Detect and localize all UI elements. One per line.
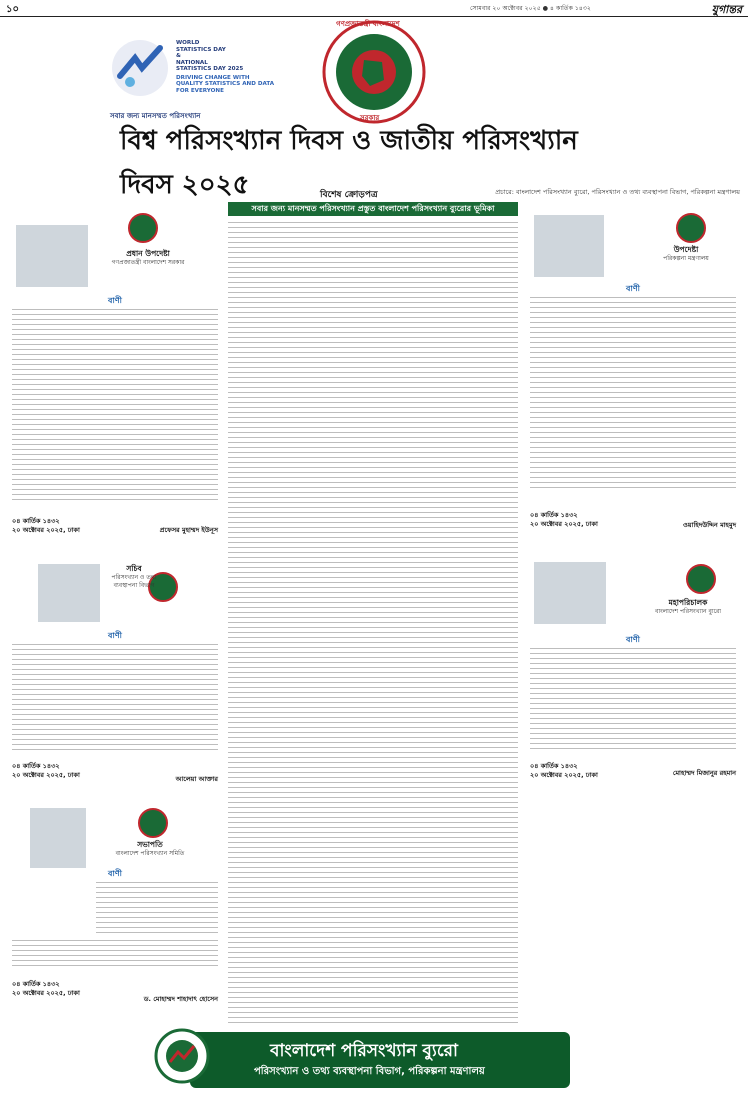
logo-line: & (176, 53, 181, 59)
message-block (8, 562, 222, 802)
message-body (12, 642, 218, 752)
message-label: বাণী (108, 296, 122, 305)
logo-bangla-tagline: সবার জন্য মানসম্মত পরিসংখ্যান (110, 112, 201, 120)
message-body (530, 646, 736, 752)
org-logo (686, 564, 716, 594)
message-block (8, 205, 222, 557)
message-date: ০৪ কার্তিক ১৪৩২ (530, 762, 578, 770)
role-title: উপদেষ্টা (673, 245, 699, 254)
government-emblem (322, 20, 426, 124)
signatory-name: ওয়াহিদউদ্দিন মাহমুদ (683, 521, 736, 529)
signatory-name: ড. মোহাম্মদ শাহাদাৎ হোসেন (143, 995, 218, 1003)
logo-tagline: DRIVING CHANGE WITH QUALITY STATISTICS AND DATA FOR EVERYONE (176, 74, 275, 94)
message-date: ০৪ কার্তিক ১৪৩২ (12, 762, 60, 770)
message-date: ২০ অক্টোবর ২০২৫, ঢাকা (530, 520, 598, 528)
message-body (96, 880, 218, 936)
message-body (12, 307, 218, 503)
supplement-subtitle: বিশেষ ক্রোড়পত্র (320, 190, 378, 200)
message-label: বাণী (626, 284, 640, 293)
signatory-name: প্রফেসর মুহাম্মদ ইউনূস (159, 526, 218, 534)
page-title: বিশ্ব পরিসংখ্যান দিবস ও জাতীয় পরিসংখ্যান দিবস ২০২৫ (120, 145, 630, 183)
role-title: সচিব (126, 564, 142, 573)
role-title: প্রধান উপদেষ্টা (126, 249, 170, 258)
portrait-photo (38, 564, 100, 622)
role-org: গণপ্রজাতন্ত্রী বাংলাদেশ সরকার (111, 259, 185, 266)
message-label: বাণী (108, 631, 122, 640)
role-title: সভাপতি (137, 840, 163, 849)
page-header (0, 0, 748, 17)
message-label: বাণী (626, 635, 640, 644)
page-number: ১০ (6, 4, 19, 15)
message-date: ০৪ কার্তিক ১৪৩২ (530, 511, 578, 519)
message-date: ০৪ কার্তিক ১৪৩২ (12, 980, 60, 988)
message-body (530, 295, 736, 491)
portrait-photo (534, 562, 606, 624)
bbs-logo-icon (154, 1028, 210, 1084)
logo-line: NATIONAL (176, 59, 208, 66)
emblem-top-text: গণপ্রজাতন্ত্রী বাংলাদেশ (336, 20, 400, 28)
org-logo (676, 213, 706, 243)
footer-title: বাংলাদেশ পরিসংখ্যান ব্যুরো (270, 1041, 458, 1061)
emblem-seal-icon (322, 20, 426, 124)
publisher-credit: প্রচারে: বাংলাদেশ পরিসংখ্যান ব্যুরো, পরিসংখ্যান ও তথ্য ব্যবস্থাপনা বিভাগ, পরিকল্পনা মন্ত্রণালয় (495, 188, 740, 196)
signatory-name: আলেয়া আক্তার (175, 775, 218, 783)
role-org: পরিসংখ্যান ও তথ্য ব্যবস্থাপনা বিভাগ (111, 574, 157, 589)
message-label: বাণী (108, 869, 122, 878)
signatory-name: মোহাম্মদ মিজানুর রহমান (672, 769, 736, 777)
logo-line: WORLD (176, 40, 200, 46)
role-org: বাংলাদেশ পরিসংখ্যান ব্যুরো (655, 608, 721, 615)
message-block (8, 808, 222, 1028)
message-body (12, 938, 218, 968)
emblem-bottom-text: সরকার (360, 114, 380, 122)
org-logo (128, 213, 158, 243)
message-block (526, 205, 740, 557)
org-logo (138, 808, 168, 838)
message-block (526, 562, 740, 802)
message-date: ২০ অক্টোবর ২০২৫, ঢাকা (12, 989, 80, 997)
message-date: ২০ অক্টোবর ২০২৫, ঢাকা (530, 771, 598, 779)
message-date: ২০ অক্টোবর ২০২৫, ঢাকা (12, 526, 80, 534)
portrait-photo (30, 808, 86, 868)
date-line: সোমবার ২০ অক্টোবর ২০২৫ ● ৪ কার্তিক ১৪৩২ (470, 5, 591, 12)
portrait-photo (16, 225, 88, 287)
masthead: যুগান্তর (711, 3, 742, 16)
role-title: মহাপরিচালক (668, 598, 708, 607)
logo-line: STATISTICS DAY 2025 (176, 66, 244, 72)
logo-line: STATISTICS DAY (176, 46, 226, 53)
portrait-photo (534, 215, 604, 277)
footer-banner (190, 1032, 570, 1088)
message-date: ২০ অক্টোবর ২০২৫, ঢাকা (12, 771, 80, 779)
message-date: ০৪ কার্তিক ১৪৩২ (12, 517, 60, 525)
role-org: পরিকল্পনা মন্ত্রণালয় (663, 255, 709, 262)
role-org: বাংলাদেশ পরিসংখ্যান সমিতি (115, 850, 185, 857)
bbs-logo (154, 1028, 210, 1084)
center-article-heading: সবার জন্য মানসম্মত পরিসংখ্যান প্রস্তুত বাংলাদেশ পরিসংখ্যান ব্যুরোর ভূমিকা (228, 202, 518, 216)
center-article-body (228, 220, 518, 1025)
footer-subtitle: পরিসংখ্যান ও তথ্য ব্যবস্থাপনা বিভাগ, পরিকল্পনা মন্ত্রণালয় (254, 1066, 485, 1077)
statistics-day-mark-icon (110, 38, 170, 98)
